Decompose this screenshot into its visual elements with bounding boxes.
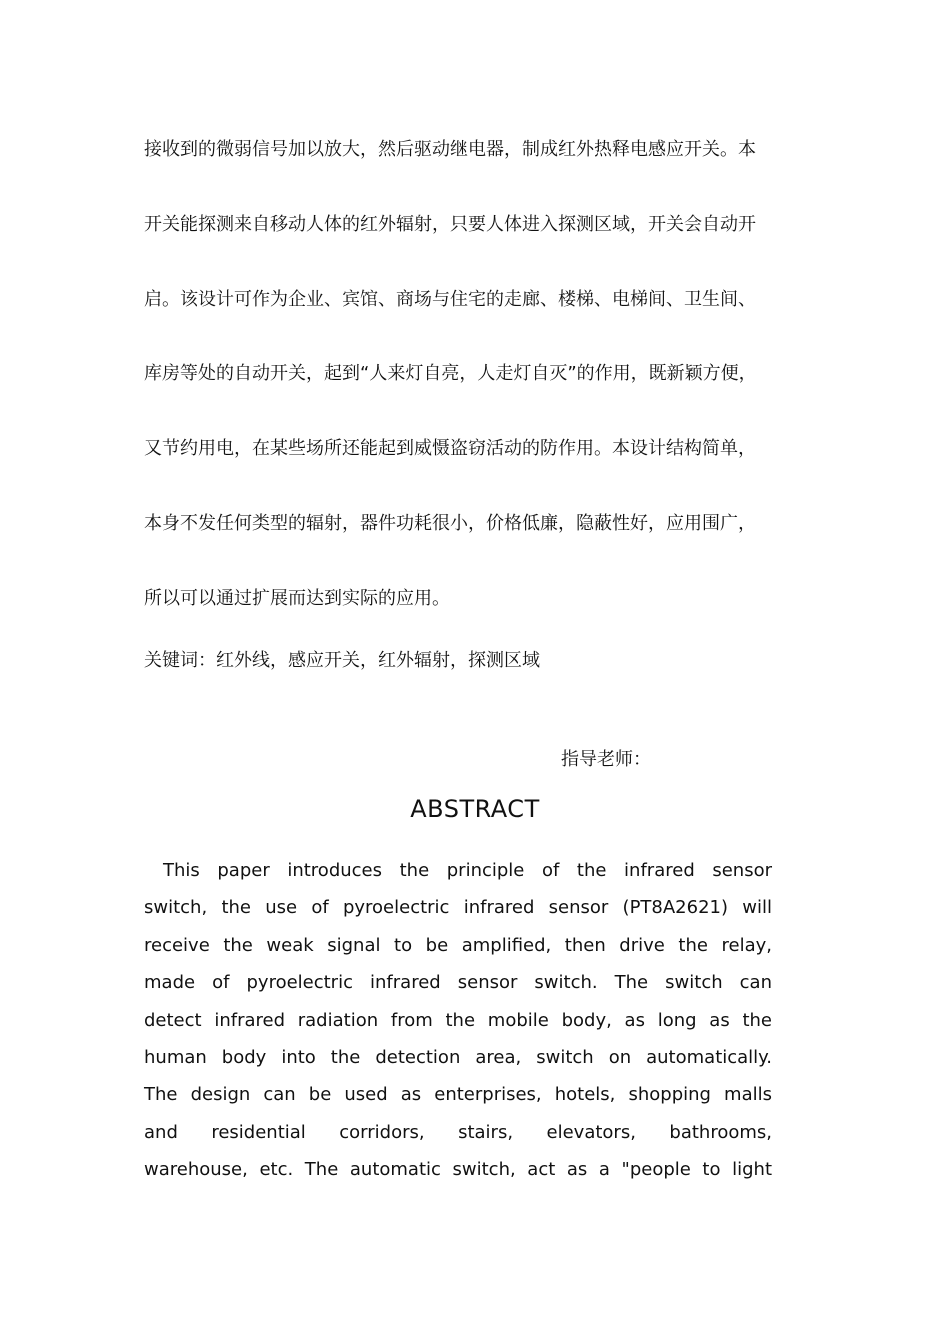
chinese-abstract-line: 又节约用电，在某些场所还能起到威慑盗窃活动的防作用。本设计结构简单， — [144, 438, 756, 459]
keywords-line: 关键词：红外线，感应开关，红外辐射，探测区域 — [144, 650, 540, 671]
english-abstract-line: receive the weak signal to be amplified, then drive the relay, — [144, 935, 772, 956]
chinese-abstract-line: 开关能探测来自移动人体的红外辐射，只要人体进入探测区域，开关会自动开 — [144, 214, 756, 235]
advisor-label: 指导老师： — [561, 749, 651, 770]
english-abstract-line: switch, the use of pyroelectric infrared sensor (PT8A2621) will — [144, 897, 772, 918]
abstract-heading: ABSTRACT — [410, 795, 540, 823]
chinese-abstract-line: 启。该设计可作为企业、宾馆、商场与住宅的走廊、楼梯、电梯间、卫生间、 — [144, 289, 756, 310]
chinese-abstract-line: 本身不发任何类型的辐射，器件功耗很小，价格低廉，隐蔽性好，应用围广， — [144, 513, 756, 534]
english-abstract-line: detect infrared radiation from the mobile body, as long as the — [144, 1010, 772, 1031]
english-abstract-line: and residential corridors, stairs, elevators, bathrooms, — [144, 1122, 772, 1143]
english-abstract-line: warehouse, etc. The automatic switch, act as a "people to light — [144, 1159, 772, 1180]
english-abstract-line: made of pyroelectric infrared sensor switch. The switch can — [144, 972, 772, 993]
english-abstract-line: This paper introduces the principle of the infrared sensor — [163, 860, 772, 881]
english-abstract-line: human body into the detection area, switch on automatically. — [144, 1047, 772, 1068]
english-abstract-line: The design can be used as enterprises, hotels, shopping malls — [144, 1084, 772, 1105]
chinese-abstract-line: 所以可以通过扩展而达到实际的应用。 — [144, 588, 450, 609]
chinese-abstract-line: 库房等处的自动开关，起到“人来灯自亮，人走灯自灭”的作用，既新颖方便， — [144, 363, 757, 384]
chinese-abstract-line: 接收到的微弱信号加以放大，然后驱动继电器，制成红外热释电感应开关。本 — [144, 139, 756, 160]
